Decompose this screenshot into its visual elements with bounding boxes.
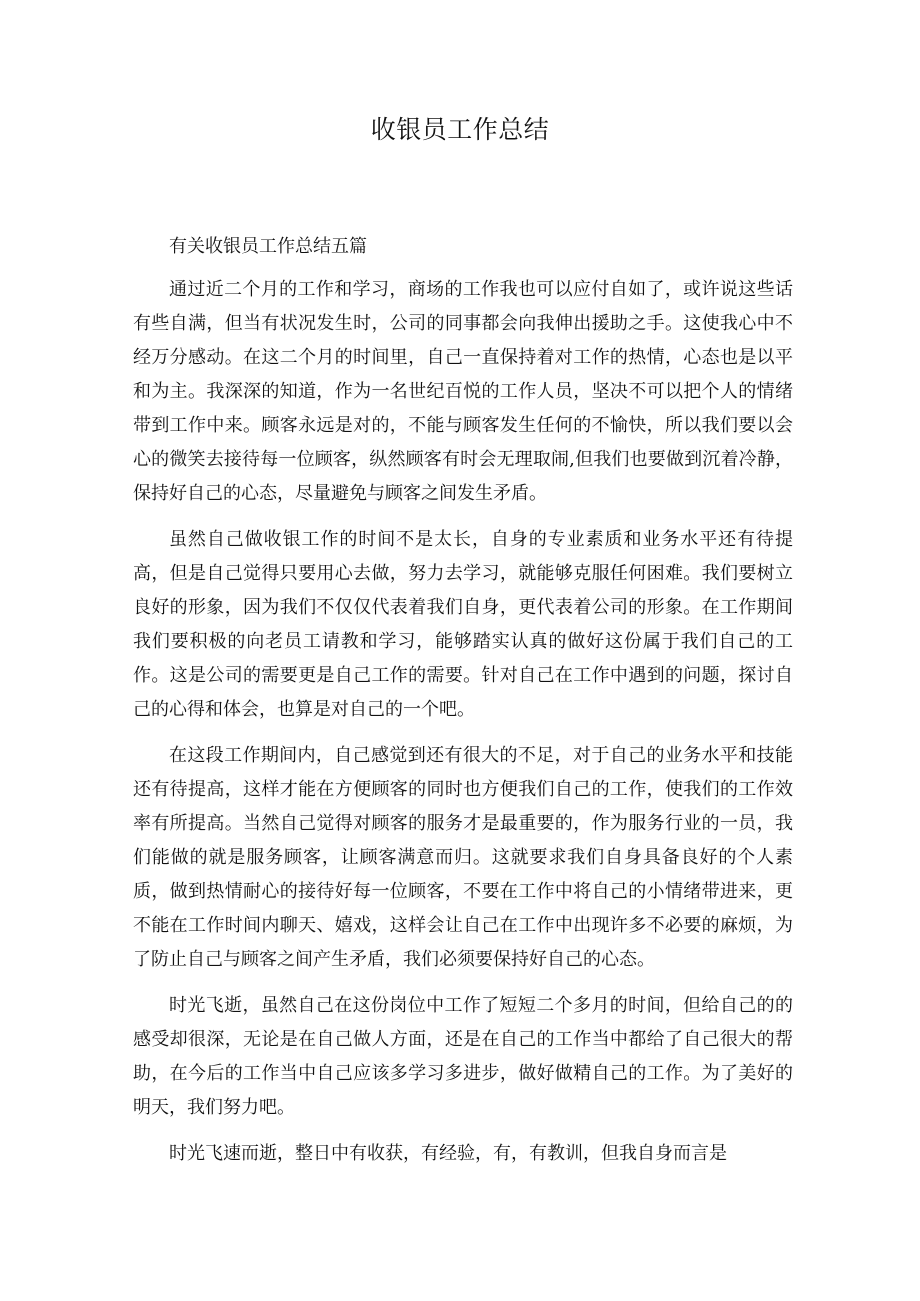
document-body: [133, 230, 793, 1171]
body-paragraph: 虽然自己做收银工作的时间不是太长，自身的专业素质和业务水平还有待提高，但是自己觉得只要用心去做，努力去学习，就能够克服任何困难。我们要树立良好的形象，因为我们不仅仅代表着我们自身，更代表着公司的形象。在工作期间我们要积极的向老员工请教和学习，能够踏实认真的做好这份属于我们自己的工作。这是公司的需要更是自己工作的需要。针对自己在工作中遇到的问题，探讨自己的心得和体会，也算是对自己的一个吧。: [133, 529, 793, 720]
document-subtitle: 有关收银员工作总结五篇: [169, 236, 367, 257]
body-paragraph: 时光飞逝，虽然自己在这份岗位中工作了短短二个多月的时间，但给自己的的感受却很深，无论是在自己做人方面，还是在自己的工作当中都给了自己很大的帮助，在今后的工作当中自己应该多学习多进步，做好做精自己的工作。为了美好的明天，我们努力吧。: [133, 995, 793, 1118]
document-title: 收银员工作总结: [370, 115, 550, 144]
body-paragraph: 时光飞速而逝，整日中有收获，有经验，有，有教训，但我自身而言是: [169, 1143, 727, 1164]
body-paragraph: 在这段工作期间内，自己感觉到还有很大的不足，对于自己的业务水平和技能还有待提高，这样才能在方便顾客的同时也方便我们自己的工作，使我们的工作效率有所提高。当然自己觉得对顾客的服务才是最重要的，作为服务行业的一员，我们能做的就是服务顾客，让顾客满意而归。这就要求我们自身具备良好的个人素质，做到热情耐心的接待好每一位顾客，不要在工作中将自己的小情绪带进来，更不能在工作时间内聊天、嬉戏，这样会让自己在工作中出现许多不必要的麻烦，为了防止自己与顾客之间产生矛盾，我们必须要保持好自己的心态。: [133, 745, 793, 970]
body-paragraph: 通过近二个月的工作和学习，商场的工作我也可以应付自如了，或许说这些话有些自满，但当有状况发生时，公司的同事都会向我伸出援助之手。这使我心中不经万分感动。在这二个月的时间里，自己一直保持着对工作的热情，心态也是以平和为主。我深深的知道，作为一名世纪百悦的工作人员，坚决不可以把个人的情绪带到工作中来。顾客永远是对的，不能与顾客发生任何的不愉快，所以我们要以会心的微笑去接待每一位顾客，纵然顾客有时会无理取闹,但我们也要做到沉着冷静，保持好自己的心态，尽量避免与顾客之间发生矛盾。: [133, 279, 793, 504]
